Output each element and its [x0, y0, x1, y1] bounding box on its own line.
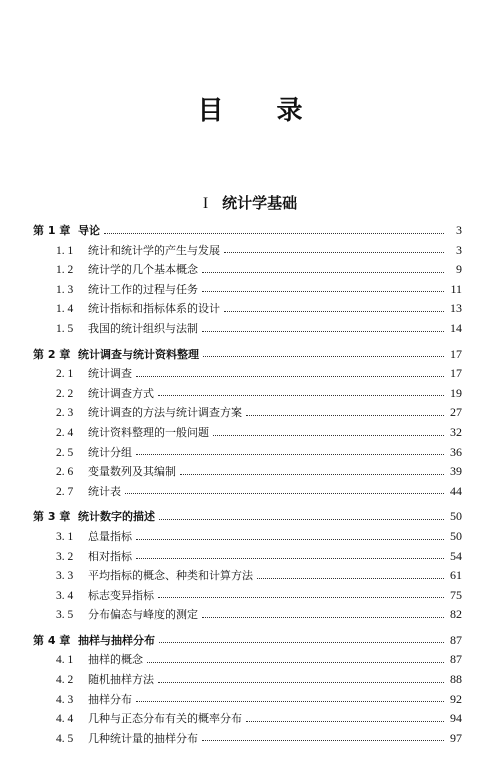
dot-leader: [136, 558, 444, 559]
dot-leader: [202, 740, 444, 741]
section-page-number: 54: [450, 548, 462, 563]
chapter-page-number: 17: [450, 346, 462, 361]
section-title: 统计调查: [88, 367, 132, 381]
section-number: 3. 5: [56, 609, 74, 622]
section-title: 统计指标和指标体系的设计: [88, 302, 220, 316]
part-number: I: [202, 195, 209, 212]
section-number: 2. 4: [56, 426, 74, 439]
dot-leader: [159, 519, 444, 520]
chapter-title: 导论: [78, 224, 100, 237]
toc-section-entry[interactable]: [33, 423, 462, 443]
section-page-number: 3: [456, 242, 462, 257]
dot-leader: [202, 272, 444, 273]
section-number: 2. 1: [56, 368, 74, 381]
section-number: 2. 3: [56, 407, 74, 420]
section-number: 3. 2: [56, 550, 74, 563]
section-page-number: 97: [450, 730, 462, 745]
chapter-page-number: 3: [456, 223, 462, 237]
toc-section-entry[interactable]: [33, 729, 462, 749]
chapter-block: [33, 507, 462, 625]
dot-leader: [158, 597, 444, 598]
toc-section-entry[interactable]: [33, 299, 462, 319]
toc-section-entry[interactable]: [33, 709, 462, 729]
chapter-number: 第 1 章: [33, 224, 71, 237]
page-title: 目 录: [197, 96, 325, 126]
chapter-title: 统计调查与统计资料整理: [78, 347, 199, 361]
section-title: 统计工作的过程与任务: [88, 282, 198, 296]
toc-section-entry[interactable]: [33, 670, 462, 690]
section-title: 统计学的几个基本概念: [88, 263, 198, 277]
section-page-number: 75: [450, 587, 462, 602]
section-title: 标志变异指标: [88, 588, 154, 602]
toc-section-entry[interactable]: [33, 280, 462, 300]
section-page-number: 39: [450, 464, 462, 479]
section-title: 统计调查的方法与统计调查方案: [88, 406, 242, 420]
dot-leader: [136, 454, 444, 455]
section-page-number: 27: [450, 405, 462, 420]
section-page-number: 88: [450, 672, 462, 687]
toc-chapter-entry[interactable]: [33, 345, 462, 365]
dot-leader: [202, 617, 444, 618]
section-page-number: 87: [450, 652, 462, 667]
dot-leader: [147, 662, 444, 663]
section-title: 统计和统计学的产生与发展: [88, 243, 220, 257]
section-title: 统计分组: [88, 445, 132, 459]
dot-leader: [158, 395, 444, 396]
section-page-number: 82: [450, 607, 462, 622]
section-title: 平均指标的概念、种类和计算方法: [88, 569, 253, 583]
chapter-block: [33, 345, 462, 502]
toc-section-entry[interactable]: [33, 364, 462, 384]
section-number: 1. 4: [56, 303, 74, 316]
chapter-number: 第 2 章: [33, 347, 71, 361]
section-number: 4. 5: [56, 732, 74, 745]
dot-leader: [104, 233, 444, 234]
section-page-number: 9: [456, 262, 462, 277]
chapter-block: [33, 631, 462, 749]
chapter-block: [33, 221, 462, 339]
toc-chapter-entry[interactable]: [33, 507, 462, 527]
section-number: 3. 4: [56, 589, 74, 602]
dot-leader: [158, 682, 444, 683]
section-title: 统计资料整理的一般问题: [88, 425, 209, 439]
section-title: 分布偏态与峰度的测定: [88, 608, 198, 622]
section-number: 2. 2: [56, 387, 74, 400]
toc-section-entry[interactable]: [33, 319, 462, 339]
section-number: 4. 4: [56, 713, 74, 726]
dot-leader: [136, 539, 444, 540]
section-number: 1. 3: [56, 283, 74, 296]
dot-leader: [224, 311, 444, 312]
toc-section-entry[interactable]: [33, 690, 462, 710]
dot-leader: [203, 356, 444, 357]
section-title: 几种与正态分布有关的概率分布: [88, 712, 242, 726]
section-number: 1. 1: [56, 244, 74, 257]
section-title: 变量数列及其编制: [88, 465, 176, 479]
section-number: 3. 3: [56, 570, 74, 583]
section-title: 几种统计量的抽样分布: [88, 731, 198, 745]
toc-section-entry[interactable]: [33, 650, 462, 670]
dot-leader: [202, 291, 444, 292]
section-page-number: 13: [450, 301, 462, 316]
section-title: 抽样分布: [88, 692, 132, 706]
section-page-number: 36: [450, 444, 462, 459]
chapter-title: 抽样与抽样分布: [78, 633, 155, 647]
dot-leader: [246, 415, 444, 416]
dot-leader: [224, 252, 444, 253]
section-title: 统计调查方式: [88, 386, 154, 400]
section-title: 我国的统计组织与法制: [88, 321, 198, 335]
dot-leader: [257, 578, 444, 579]
section-title: 相对指标: [88, 549, 132, 563]
section-number: 3. 1: [56, 530, 74, 543]
section-number: 2. 7: [56, 485, 74, 498]
toc-section-entry[interactable]: [33, 527, 462, 547]
dot-leader: [180, 474, 444, 475]
section-page-number: 94: [450, 711, 462, 726]
dot-leader: [246, 721, 444, 722]
section-page-number: 44: [450, 483, 462, 498]
chapter-title: 统计数字的描述: [78, 510, 155, 524]
section-page-number: 92: [450, 691, 462, 706]
section-title: 抽样的概念: [88, 653, 143, 667]
section-number: 4. 2: [56, 674, 74, 687]
part-title: [0, 192, 500, 213]
chapter-page-number: 87: [450, 632, 462, 647]
toc-section-entry[interactable]: [33, 384, 462, 404]
toc-section-entry[interactable]: [33, 566, 462, 586]
section-number: 1. 2: [56, 264, 74, 277]
dot-leader: [125, 493, 444, 494]
toc-section-entry[interactable]: [33, 241, 462, 261]
dot-leader: [159, 642, 444, 643]
section-page-number: 50: [450, 528, 462, 543]
toc-chapter-entry[interactable]: [33, 221, 462, 241]
section-page-number: 61: [450, 568, 462, 583]
section-page-number: 19: [450, 385, 462, 400]
toc-section-entry[interactable]: [33, 605, 462, 625]
toc-section-entry[interactable]: [33, 547, 462, 567]
toc-section-entry[interactable]: [33, 260, 462, 280]
chapter-number: 第 4 章: [33, 633, 71, 647]
section-number: 4. 1: [56, 654, 74, 667]
dot-leader: [202, 331, 444, 332]
section-number: 4. 3: [56, 693, 74, 706]
toc-section-entry[interactable]: [33, 586, 462, 606]
toc-chapter-entry[interactable]: [33, 631, 462, 651]
chapter-page-number: 50: [450, 509, 462, 524]
section-title: 统计表: [88, 484, 121, 498]
part-name: 统计学基础: [222, 194, 298, 212]
dot-leader: [213, 435, 444, 436]
chapter-number: 第 3 章: [33, 510, 71, 524]
dot-leader: [136, 701, 444, 702]
section-page-number: 14: [450, 320, 462, 335]
section-page-number: 11: [450, 281, 462, 296]
toc-section-entry[interactable]: [33, 443, 462, 463]
section-page-number: 17: [450, 366, 462, 381]
section-title: 随机抽样方法: [88, 673, 154, 687]
toc-section-entry[interactable]: [33, 462, 462, 482]
section-number: 2. 6: [56, 466, 74, 479]
section-page-number: 32: [450, 424, 462, 439]
section-number: 2. 5: [56, 446, 74, 459]
dot-leader: [136, 376, 444, 377]
section-title: 总量指标: [88, 529, 132, 543]
toc-section-entry[interactable]: [33, 482, 462, 502]
section-number: 1. 5: [56, 322, 74, 335]
table-of-contents: [33, 221, 462, 748]
toc-section-entry[interactable]: [33, 403, 462, 423]
